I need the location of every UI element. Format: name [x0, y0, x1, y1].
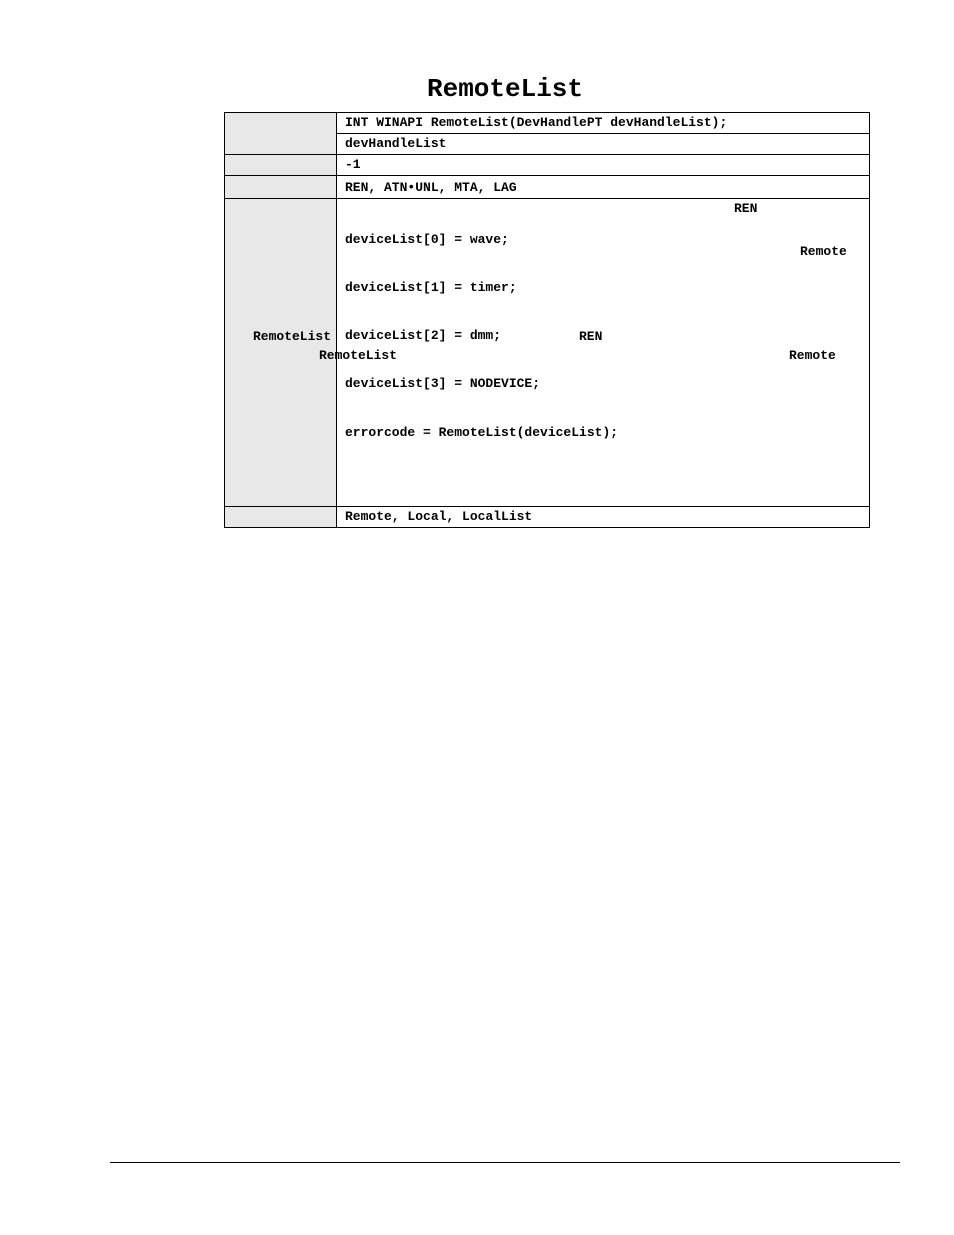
- description-remotelist-2: RemoteList: [319, 348, 398, 363]
- function-spec-table: [224, 112, 870, 528]
- spec-label-cell: [225, 176, 337, 199]
- spec-row-see-also: [225, 507, 870, 528]
- spec-row-return: [225, 155, 870, 176]
- spec-see-also-value: Remote, Local, LocalList: [337, 507, 870, 528]
- spec-return-value: -1: [337, 155, 870, 176]
- code-line: deviceList[0] = wave;: [345, 232, 509, 247]
- description-remote: Remote: [789, 348, 836, 363]
- example-note-remote: Remote: [800, 244, 847, 259]
- page-title: RemoteList: [426, 74, 584, 104]
- spec-label-cell: [225, 507, 337, 528]
- description-remotelist: RemoteList: [253, 329, 332, 344]
- spec-label-cell: [225, 113, 337, 155]
- spec-syntax-value: INT WINAPI RemoteList(DevHandlePT devHandleList);: [337, 113, 870, 134]
- spec-parameter-value: devHandleList: [337, 134, 870, 155]
- code-line: errorcode = RemoteList(deviceList);: [345, 425, 619, 440]
- description-ren: REN: [579, 329, 603, 344]
- code-line: deviceList[2] = dmm;: [345, 328, 502, 343]
- example-note-ren: REN: [734, 201, 758, 216]
- footer-divider: [110, 1162, 900, 1163]
- spec-row-bus-states: [225, 176, 870, 199]
- code-line: deviceList[1] = timer;: [345, 280, 517, 295]
- code-line: deviceList[3] = NODEVICE;: [345, 376, 541, 391]
- spec-row-syntax: [225, 113, 870, 134]
- spec-label-cell: [225, 155, 337, 176]
- spec-bus-states-value: REN, ATN•UNL, MTA, LAG: [337, 176, 870, 199]
